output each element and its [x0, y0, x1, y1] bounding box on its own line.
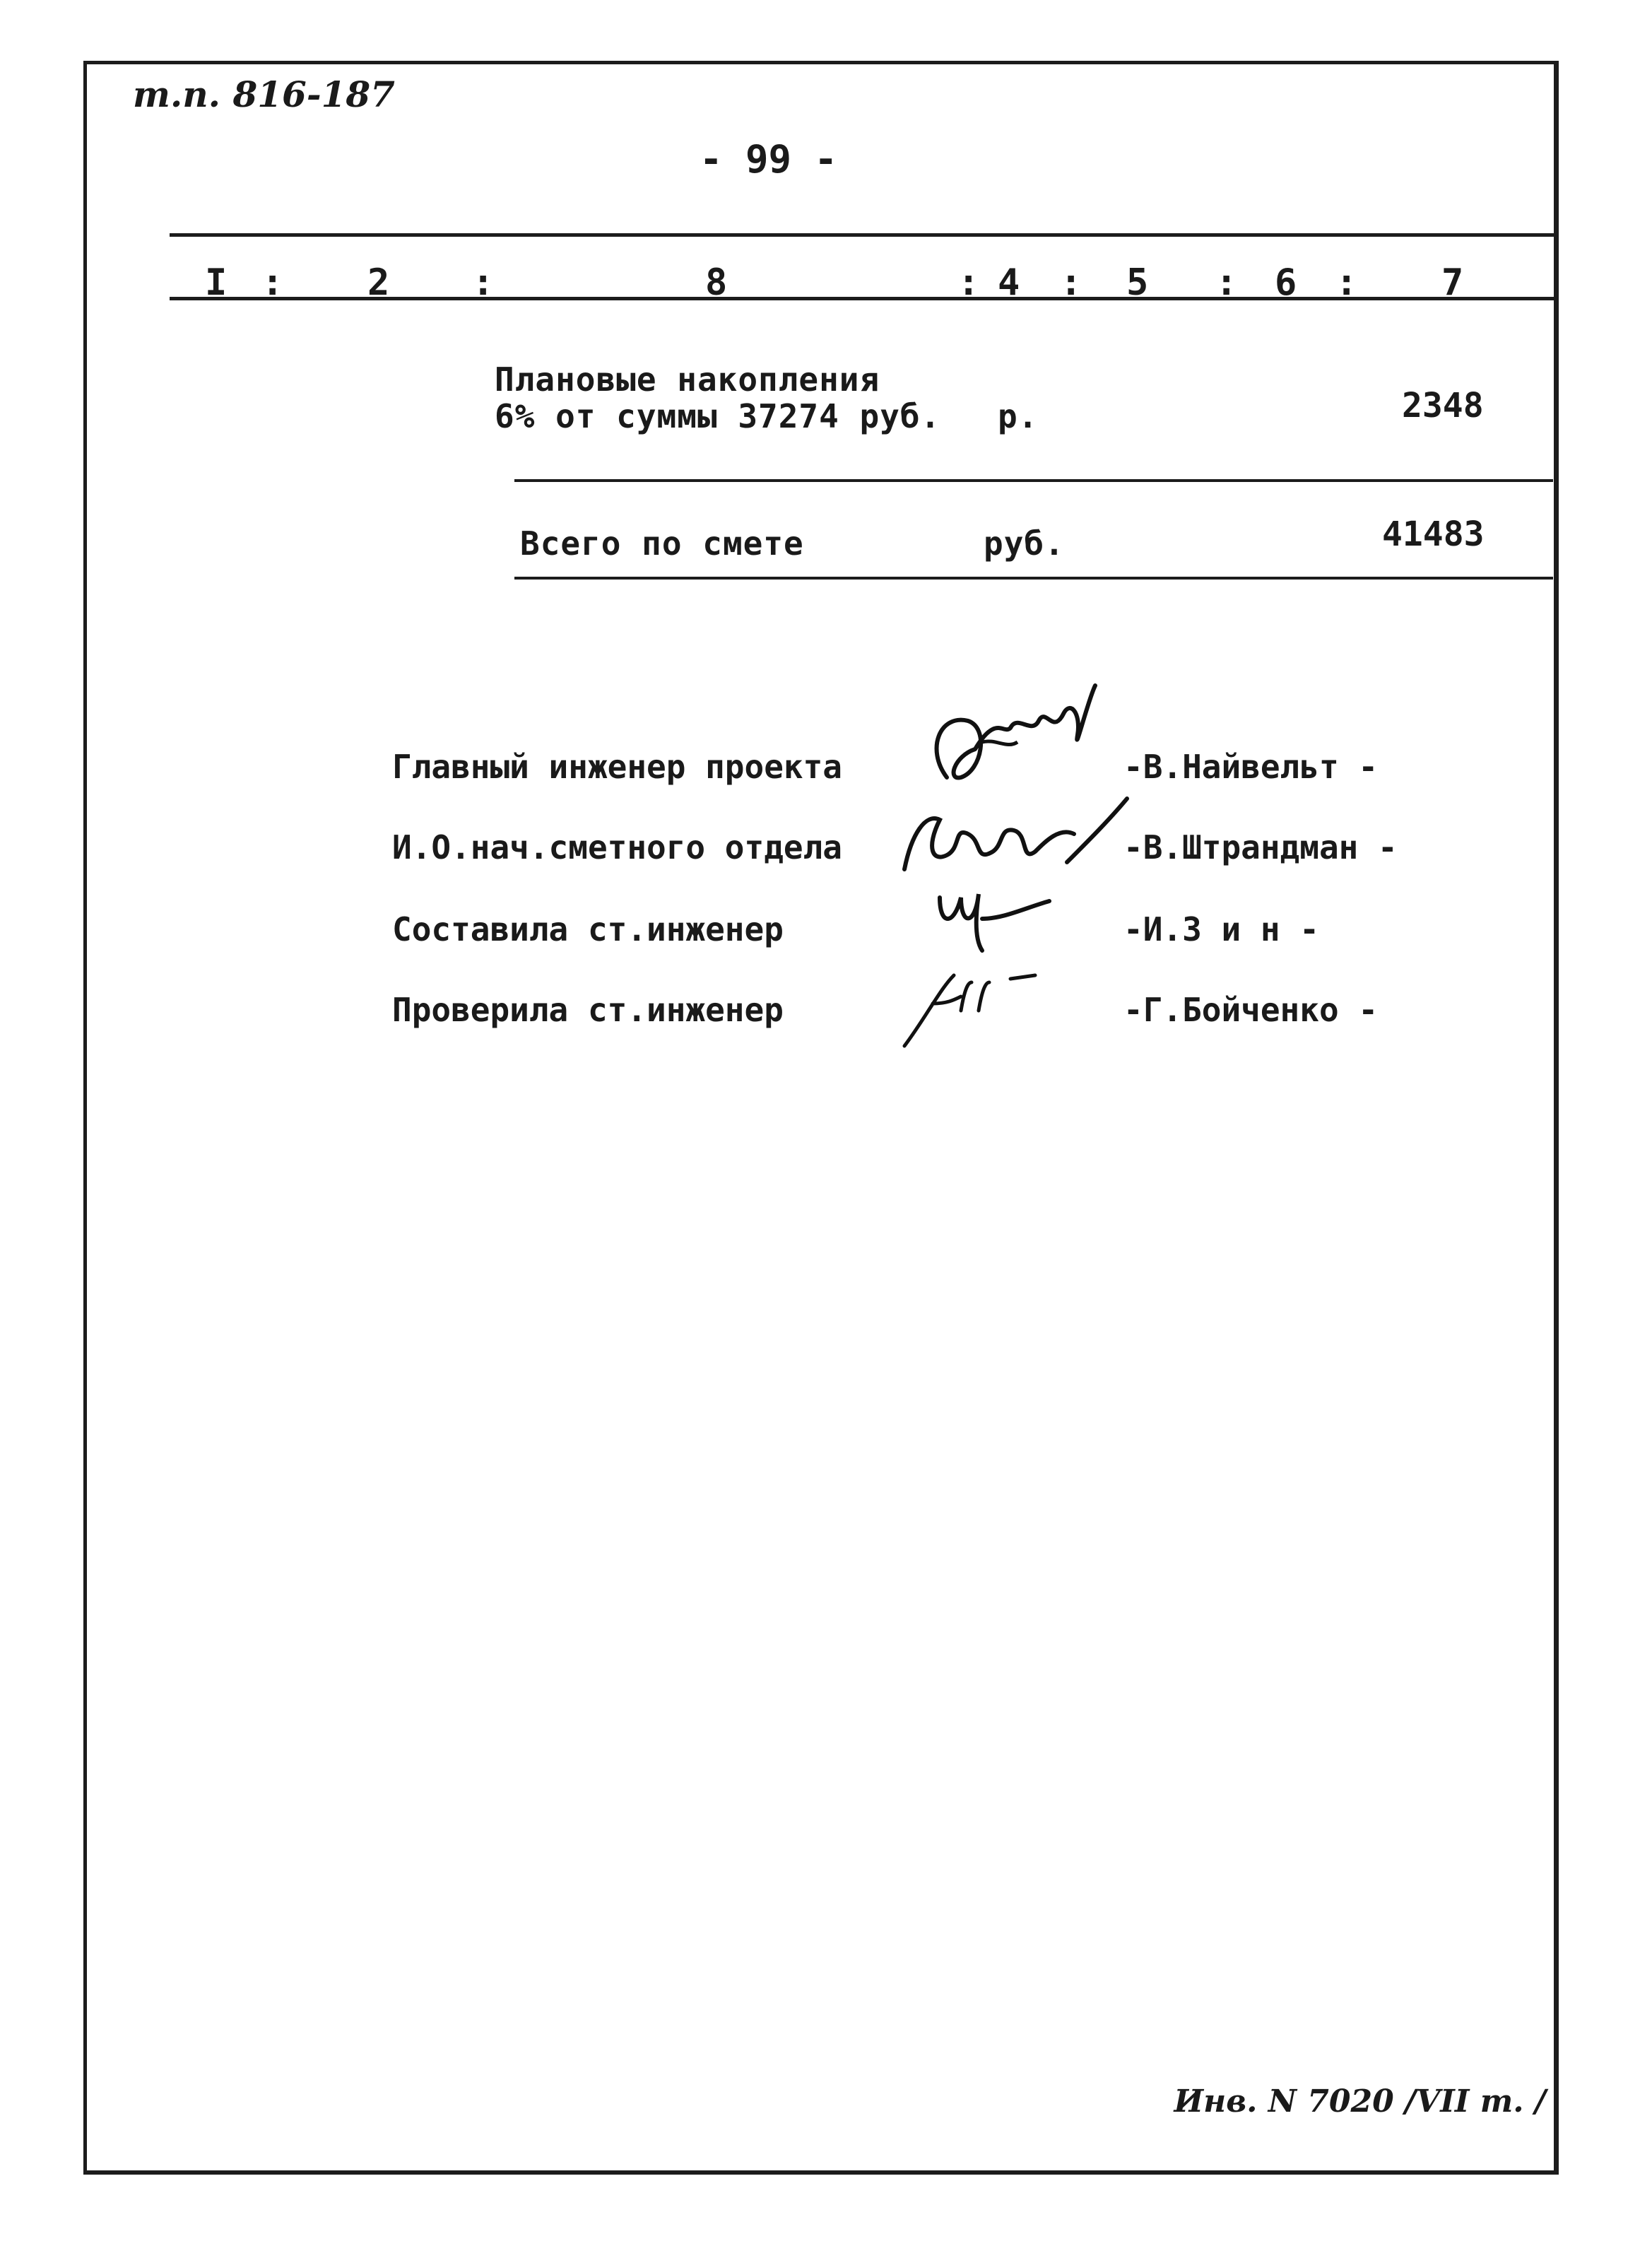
column-separator: :	[1215, 261, 1238, 304]
row-total-label: Всего по смете	[520, 524, 804, 563]
signature-name-estimates-head: -В.Штрандман -	[1123, 828, 1398, 866]
column-separator: :	[261, 261, 284, 304]
handwritten-signature-2	[883, 784, 1138, 890]
signature-role-chief-engineer: Главный инженер проекта	[392, 748, 842, 786]
column-number-3: 8	[705, 261, 728, 304]
signature-role-compiled-by: Составила ст.инженер	[392, 910, 784, 948]
signature-name-chief-engineer: -В.Найвельт -	[1123, 748, 1379, 786]
column-number-1: I	[205, 261, 228, 304]
column-number-7: 7	[1441, 261, 1464, 304]
row-total-value: 41483	[1382, 515, 1485, 554]
handwritten-signature-4	[890, 961, 1046, 1053]
column-number-2: 2	[367, 261, 390, 304]
page-number: - 99 -	[700, 137, 838, 182]
handwritten-signature-3	[926, 876, 1067, 954]
column-number-4: 4	[998, 261, 1020, 304]
column-separator: :	[1335, 261, 1358, 304]
row-planned-savings-label: Плановые накопления	[495, 360, 880, 399]
signature-role-checked-by: Проверила ст.инженер	[392, 991, 784, 1029]
document-code: т.п. 816-187	[133, 74, 395, 115]
signature-name-compiled-by: -И.З и н -	[1123, 910, 1319, 948]
column-separator: :	[1060, 261, 1082, 304]
column-number-6: 6	[1275, 261, 1297, 304]
column-separator: :	[957, 261, 980, 304]
inventory-number: Инв. N 7020 /VII т. /	[1174, 2083, 1546, 2119]
row-planned-savings-value: 2348	[1402, 386, 1484, 425]
signature-role-estimates-head: И.О.нач.сметного отдела	[392, 828, 842, 866]
row-planned-savings-unit: р.	[998, 397, 1039, 435]
row-planned-savings-basis: 6% от суммы 37274 руб.	[495, 397, 941, 435]
row-total-unit: руб.	[984, 524, 1065, 563]
header-top-rule	[170, 233, 1554, 237]
row-rule	[514, 479, 1553, 482]
row-rule	[514, 577, 1553, 580]
column-number-5: 5	[1126, 261, 1149, 304]
signature-name-checked-by: -Г.Бойченко -	[1123, 991, 1379, 1029]
column-separator: :	[472, 261, 495, 304]
